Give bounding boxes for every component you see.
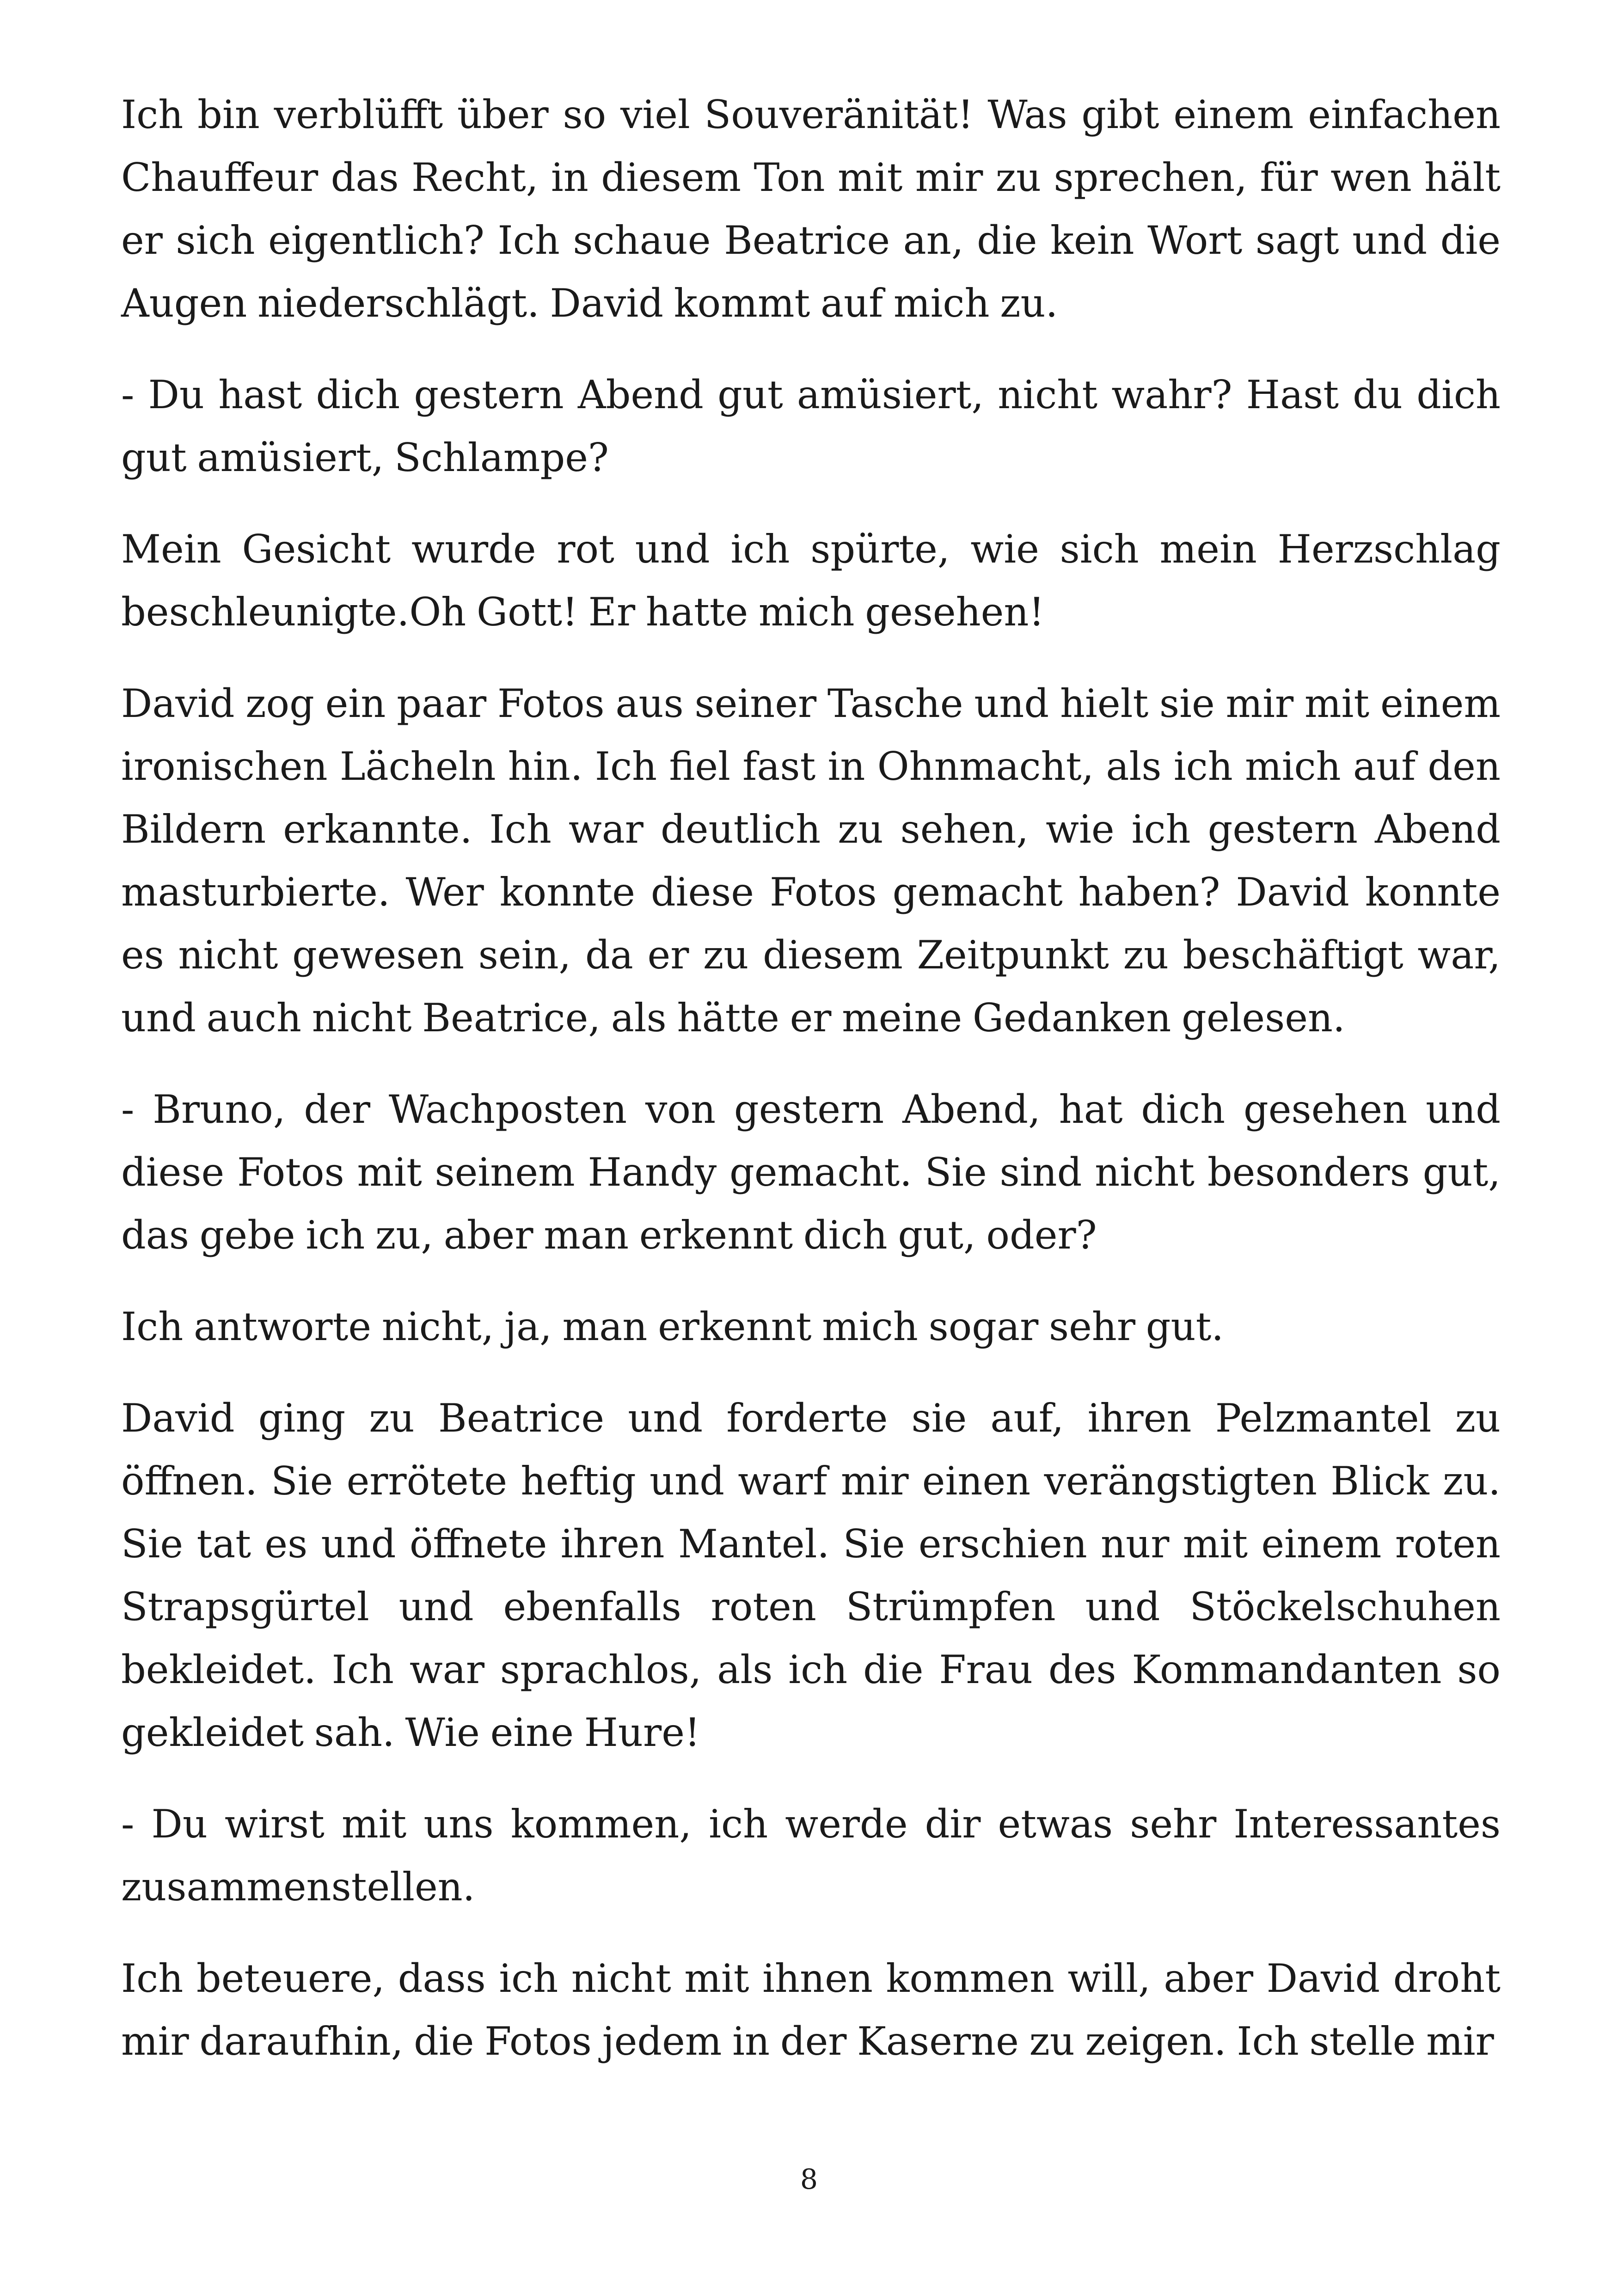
paragraph-6: Ich antworte nicht, ja, man erkennt mich sogar sehr gut. — [121, 1304, 1224, 1349]
paragraph-8: - Du wirst mit uns kommen, ich werde dir etwas sehr Interessantes zusammenstellen. — [121, 1801, 1501, 1910]
paragraph-9: Ich beteuere, dass ich nicht mit ihnen kommen will, aber David droht mir daraufhin, die Fotos jedem in der Kaserne zu zeigen. Ich stelle mir — [121, 1956, 1501, 2064]
paragraph-3: Mein Gesicht wurde rot und ich spürte, wie sich mein Herzschlag beschleunigte.Oh Gott! Er hatte mich gesehen! — [121, 527, 1501, 635]
paragraph-4: David zog ein paar Fotos aus seiner Tasche und hielt sie mir mit einem ironischen Lächeln hin. Ich fiel fast in Ohnmacht, als ich mich auf den Bildern erkannte. Ich war deutlich zu sehen, wie ich gestern Abend masturbierte. Wer konnte diese Fotos gemacht haben? David konnte es nicht gewesen sein, da er zu diesem Zeitpunkt zu beschäftigt war, und auch nicht Beatrice, als hätte er meine Gedanken gelesen. — [121, 681, 1501, 1041]
paragraph-1: Ich bin verblüfft über so viel Souveränität! Was gibt einem einfachen Chauffeur das Recht, in diesem Ton mit mir zu sprechen, für wen hält er sich eigentlich? Ich schaue Beatrice an, die kein Wort sagt und die Augen niederschlägt. David kommt auf mich zu. — [121, 92, 1501, 326]
paragraph-2: - Du hast dich gestern Abend gut amüsiert, nicht wahr? Hast du dich gut amüsiert, Schlampe? — [121, 372, 1501, 480]
paragraph-7: David ging zu Beatrice und forderte sie auf, ihren Pelzmantel zu öffnen. Sie errötete heftig und warf mir einen verängstigten Blick zu. Sie tat es und öffnete ihren Mantel. Sie erschien nur mit einem roten Strapsgürtel und ebenfalls roten Strümpfen und Stöckelschuhen bekleidet. Ich war sprachlos, als ich die Frau des Kommandanten so gekleidet sah. Wie eine Hure! — [121, 1396, 1501, 1755]
page-number: 8 — [800, 2163, 818, 2196]
paragraph-5: - Bruno, der Wachposten von gestern Abend, hat dich gesehen und diese Fotos mit seinem Handy gemacht. Sie sind nicht besonders gut, das gebe ich zu, aber man erkennt dich gut, oder? — [121, 1087, 1501, 1258]
body-text — [121, 83, 1501, 2101]
